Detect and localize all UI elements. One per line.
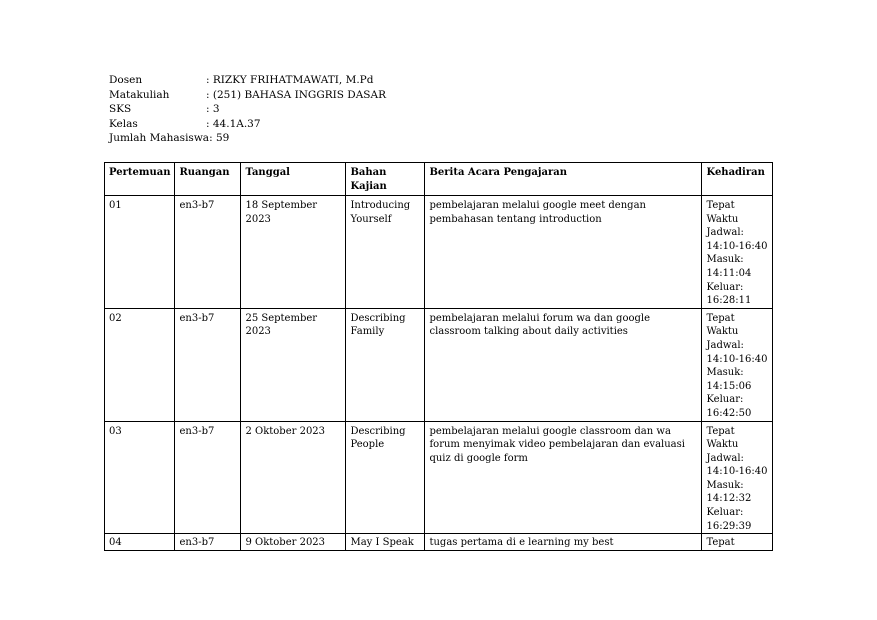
cell-bahan-kajian: May I Speak	[346, 534, 425, 551]
sks-label: SKS	[109, 103, 132, 115]
cell-tanggal: 9 Oktober 2023	[241, 534, 346, 551]
jumlah-row	[109, 131, 386, 146]
cell-pertemuan: 03	[105, 421, 175, 534]
jumlah-label: Jumlah Mahasiswa	[109, 132, 210, 144]
cell-ruangan: en3-b7	[175, 196, 241, 309]
course-info	[109, 73, 386, 146]
col-header-tanggal: Tanggal	[241, 163, 346, 196]
cell-bahan-kajian: Describing Family	[346, 308, 425, 421]
cell-pertemuan: 04	[105, 534, 175, 551]
cell-pertemuan: 01	[105, 196, 175, 309]
cell-berita-acara: tugas pertama di e learning my best	[425, 534, 702, 551]
cell-pertemuan: 02	[105, 308, 175, 421]
cell-tanggal: 25 September 2023	[241, 308, 346, 421]
matakuliah-row	[109, 88, 386, 103]
cell-tanggal: 2 Oktober 2023	[241, 421, 346, 534]
kelas-label: Kelas	[109, 117, 138, 130]
dosen-row	[109, 73, 386, 88]
kelas-row	[109, 117, 386, 132]
col-header-kehadiran: Kehadiran	[702, 163, 773, 196]
dosen-value: : RIZKY FRIHATMAWATI, M.Pd	[206, 74, 374, 86]
cell-ruangan: en3-b7	[175, 421, 241, 534]
table-row	[105, 534, 773, 551]
jumlah-value: : 59	[209, 132, 230, 144]
cell-berita-acara: pembelajaran melalui forum wa dan google classroom talking about daily activities	[425, 308, 702, 421]
table-row	[105, 196, 773, 309]
cell-kehadiran: Tepat Waktu Jadwal: 14:10-16:40 Masuk: 14:12:32 Keluar: 16:29:39	[702, 421, 773, 534]
cell-ruangan: en3-b7	[175, 534, 241, 551]
cell-kehadiran: Tepat Waktu Jadwal: 14:10-16:40 Masuk: 14:11:04 Keluar: 16:28:11	[702, 196, 773, 309]
sks-value: : 3	[206, 103, 220, 115]
attendance-table	[104, 162, 773, 551]
cell-berita-acara: pembelajaran melalui google meet dengan pembahasan tentang introduction	[425, 196, 702, 309]
matakuliah-label: Matakuliah	[109, 88, 170, 101]
cell-ruangan: en3-b7	[175, 308, 241, 421]
cell-kehadiran: Tepat	[702, 534, 773, 551]
col-header-bahan-kajian: Bahan Kajian	[346, 163, 425, 196]
sks-row	[109, 102, 386, 117]
col-header-pertemuan: Pertemuan	[105, 163, 175, 196]
cell-kehadiran: Tepat Waktu Jadwal: 14:10-16:40 Masuk: 14:15:06 Keluar: 16:42:50	[702, 308, 773, 421]
matakuliah-value: : (251) BAHASA INGGRIS DASAR	[206, 88, 386, 101]
kelas-value: : 44.1A.37	[206, 117, 261, 130]
cell-bahan-kajian: Introducing Yourself	[346, 196, 425, 309]
table-row	[105, 308, 773, 421]
cell-berita-acara: pembelajaran melalui google classroom dan wa forum menyimak video pembelajaran dan evaluasi quiz di google form	[425, 421, 702, 534]
table-row	[105, 421, 773, 534]
table-header-row	[105, 163, 773, 196]
cell-tanggal: 18 September 2023	[241, 196, 346, 309]
col-header-ruangan: Ruangan	[175, 163, 241, 196]
cell-bahan-kajian: Describing People	[346, 421, 425, 534]
col-header-berita-acara: Berita Acara Pengajaran	[425, 163, 702, 196]
dosen-label: Dosen	[109, 74, 143, 86]
